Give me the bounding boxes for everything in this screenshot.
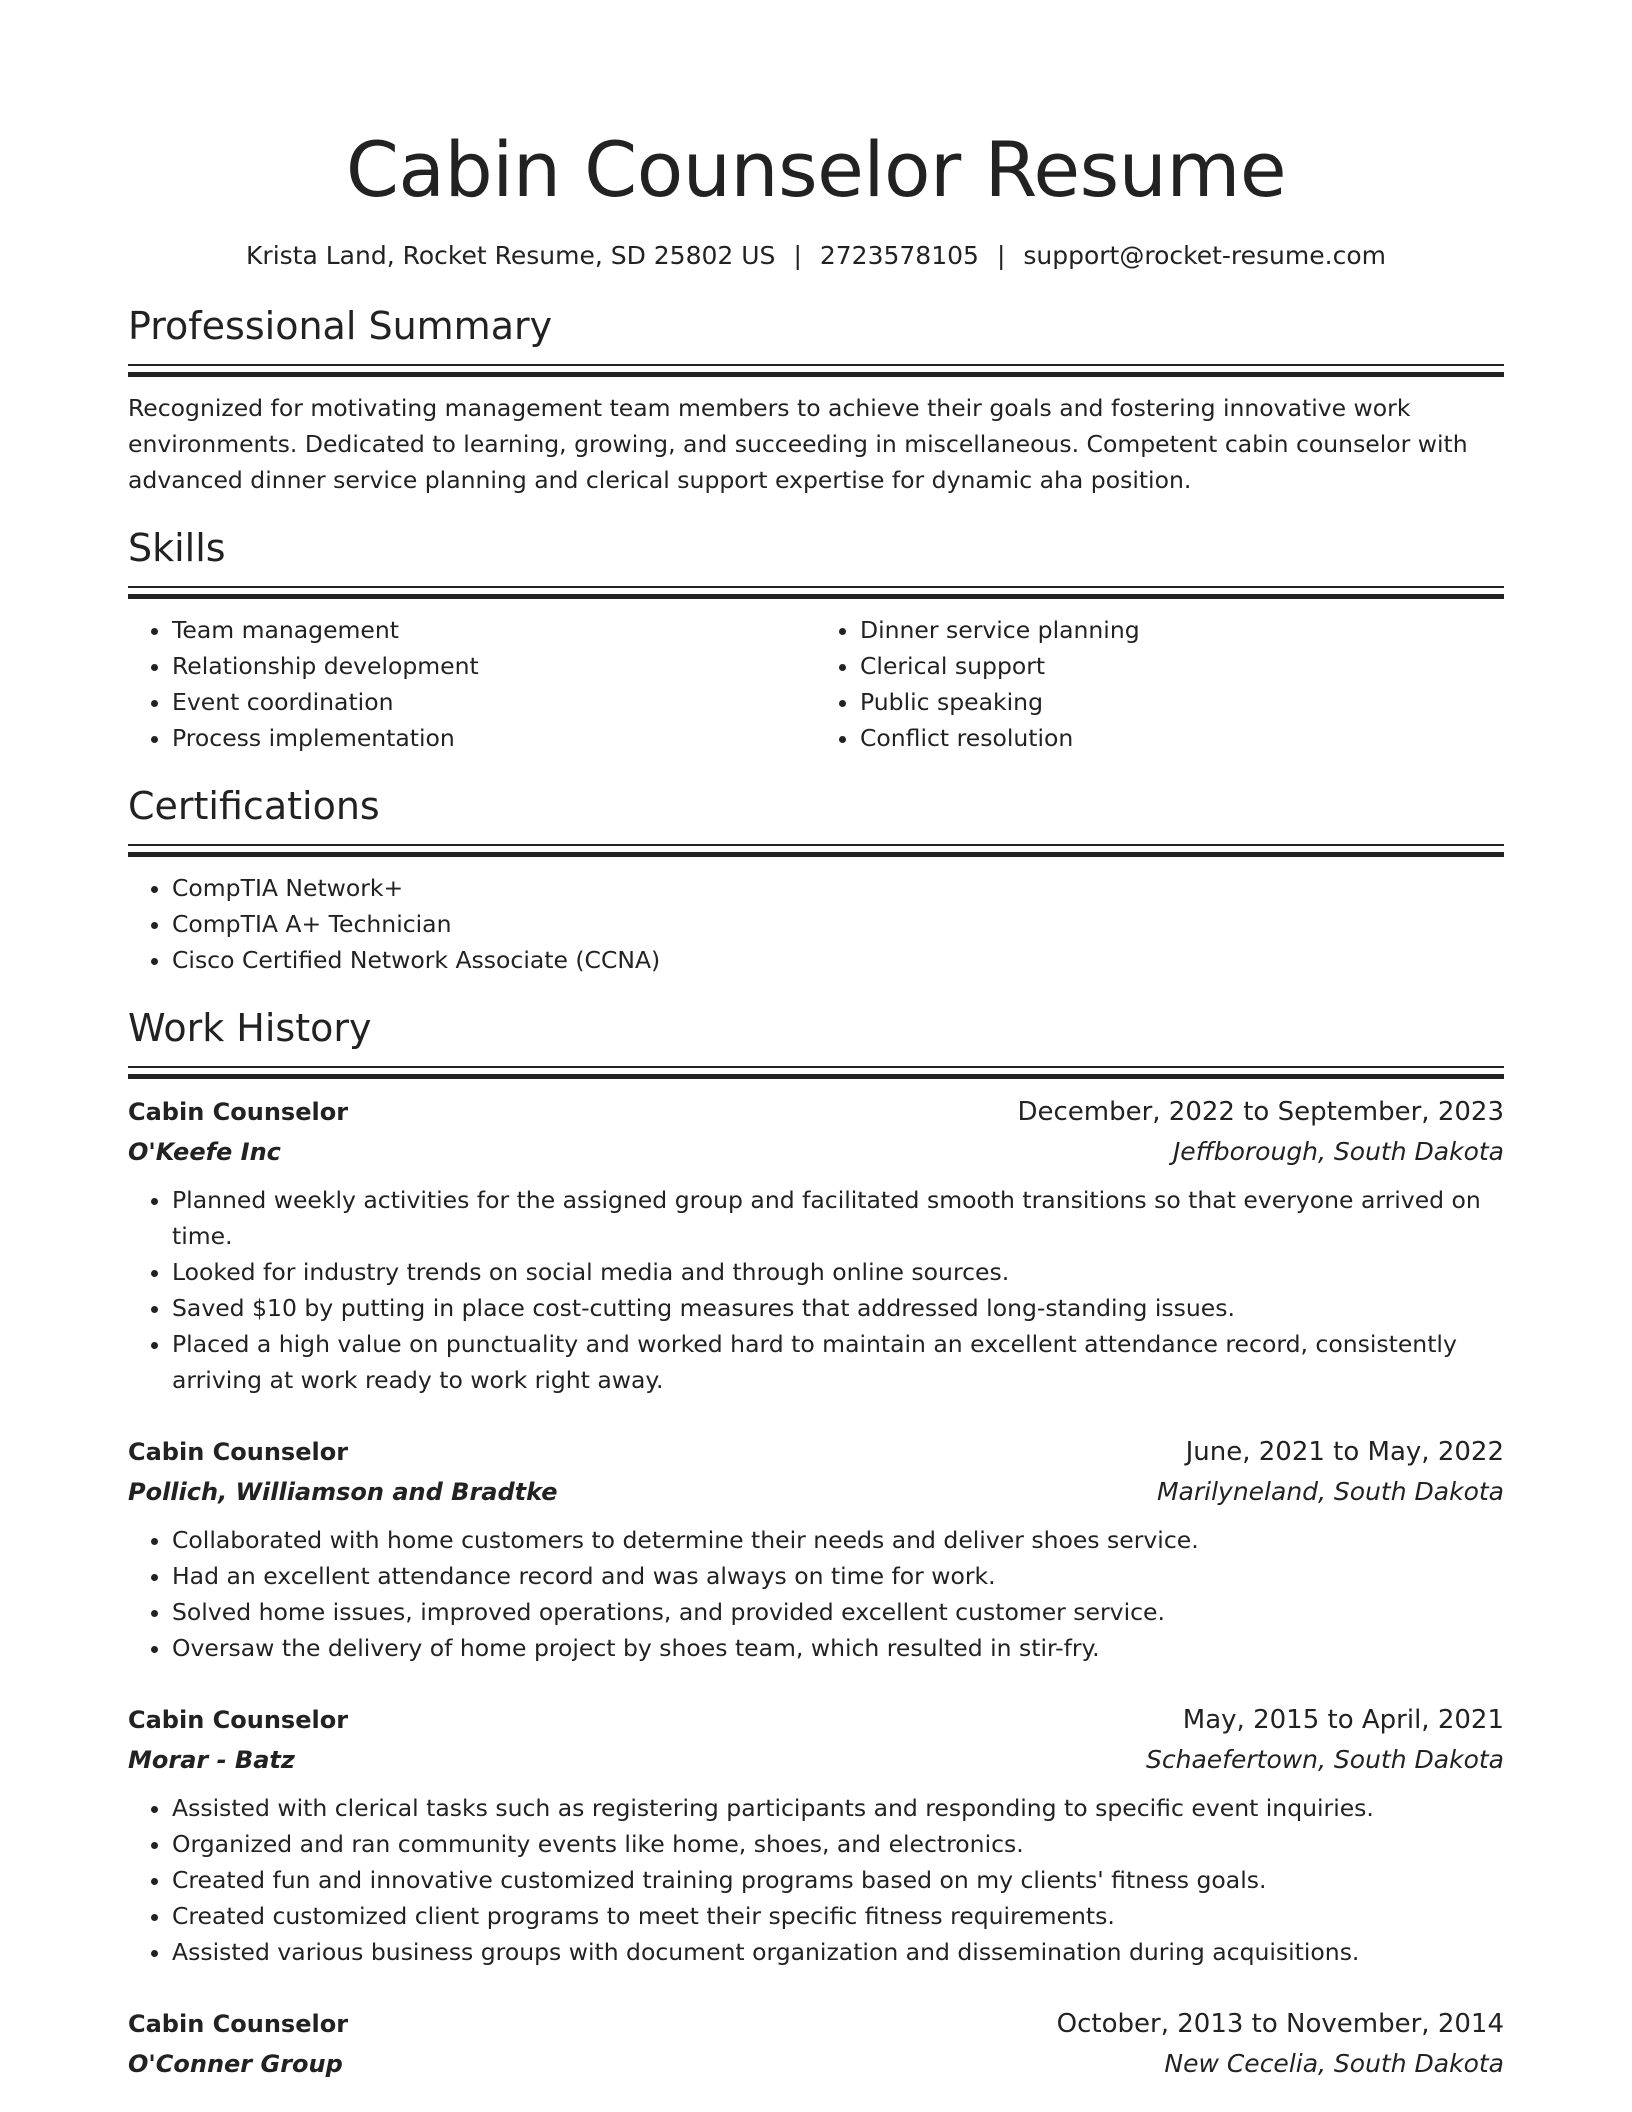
section-divider (128, 586, 1504, 598)
job-header-row (128, 1700, 1504, 1740)
work-history-list (128, 1092, 1504, 2084)
job-location: Marilyneland, South Dakota (1156, 1477, 1504, 1506)
skills-list-right (816, 612, 1504, 756)
job-entry (128, 2004, 1504, 2084)
job-bullet: • Had an excellent attendance record and was always on time for work. (172, 1558, 1504, 1594)
job-bullet: • Looked for industry trends on social media and through online sources. (172, 1254, 1504, 1290)
job-dates: December, 2022 to September, 2023 (1017, 1097, 1504, 1127)
contact-separator: | (793, 241, 802, 270)
job-bullet: • Saved $10 by putting in place cost-cutting measures that addressed long-standing issues. (172, 1290, 1504, 1326)
certifications-section (128, 782, 1504, 978)
job-company-row (128, 1132, 1504, 1172)
skill-item: • Clerical support (860, 648, 1504, 684)
section-divider (128, 364, 1504, 376)
skills-section (128, 524, 1504, 756)
job-bullet: • Created fun and innovative customized training programs based on my clients' fitness goals. (172, 1862, 1504, 1898)
section-divider (128, 1066, 1504, 1078)
job-header-row (128, 1092, 1504, 1132)
job-entry (128, 1092, 1504, 1398)
summary-text: Recognized for motivating management team members to achieve their goals and fostering innovative work environments. Dedicated to learning, growing, and succeeding in miscellaneous. Competent cabin counselor with advanced dinner service planning and clerical support expertise for dynamic aha position. (128, 394, 1468, 494)
certification-item: • CompTIA A+ Technician (172, 906, 1504, 942)
job-header-row (128, 1432, 1504, 1472)
job-bullets (128, 1182, 1504, 1398)
section-divider (128, 844, 1504, 856)
job-bullets (128, 1522, 1504, 1666)
job-company: Pollich, Williamson and Bradtke (128, 1478, 558, 1506)
job-entry (128, 1700, 1504, 1970)
skills-heading: Skills (128, 526, 226, 570)
job-header-row (128, 2004, 1504, 2044)
job-location: Jeffborough, South Dakota (1172, 1137, 1504, 1166)
job-title: Cabin Counselor (128, 1438, 349, 1466)
job-dates: May, 2015 to April, 2021 (1182, 1705, 1504, 1735)
job-title: Cabin Counselor (128, 1098, 349, 1126)
skill-item: • Dinner service planning (860, 612, 1504, 648)
skill-item: • Public speaking (860, 684, 1504, 720)
job-company: O'Conner Group (128, 2050, 343, 2078)
summary-heading: Professional Summary (128, 304, 553, 348)
skill-item: • Team management (172, 612, 816, 648)
skills-columns (128, 612, 1504, 756)
job-bullet: • Assisted with clerical tasks such as registering participants and responding to specific event inquiries. (172, 1790, 1504, 1826)
contact-phone: 2723578105 (819, 241, 979, 270)
job-bullet: • Collaborated with home customers to determine their needs and deliver shoes service. (172, 1522, 1504, 1558)
contact-separator: | (996, 241, 1006, 270)
job-company-row (128, 1472, 1504, 1512)
work-heading: Work History (128, 1006, 372, 1050)
job-bullet: • Organized and ran community events like home, shoes, and electronics. (172, 1826, 1504, 1862)
skill-item: • Event coordination (172, 684, 816, 720)
contact-email: support@rocket-resume.com (1023, 241, 1386, 270)
skills-list-left (128, 612, 816, 756)
certification-item: • Cisco Certified Network Associate (CCNA) (172, 942, 1504, 978)
certification-item: • CompTIA Network+ (172, 870, 1504, 906)
job-bullet: • Solved home issues, improved operations, and provided excellent customer service. (172, 1594, 1504, 1630)
certifications-heading: Certifications (128, 784, 380, 828)
job-dates: October, 2013 to November, 2014 (1056, 2009, 1504, 2039)
work-section (128, 1004, 1504, 2084)
job-title: Cabin Counselor (128, 1706, 349, 1734)
contact-line (128, 238, 1504, 274)
summary-section (128, 302, 1504, 498)
job-company-row (128, 1740, 1504, 1780)
job-company: O'Keefe Inc (128, 1138, 281, 1166)
job-dates: June, 2021 to May, 2022 (1185, 1437, 1504, 1467)
job-bullets (128, 1790, 1504, 1970)
resume-title: Cabin Counselor Resume (345, 125, 1287, 214)
job-company: Morar - Batz (128, 1746, 295, 1774)
job-bullet: • Planned weekly activities for the assigned group and facilitated smooth transitions so that everyone arrived on time. (172, 1182, 1504, 1254)
job-bullet: • Assisted various business groups with document organization and dissemination during acquisitions. (172, 1934, 1504, 1970)
job-company-row (128, 2044, 1504, 2084)
job-bullet: • Placed a high value on punctuality and worked hard to maintain an excellent attendance record, consistently arriving at work ready to work right away. (172, 1326, 1504, 1398)
skill-item: • Conflict resolution (860, 720, 1504, 756)
job-location: New Cecelia, South Dakota (1164, 2049, 1504, 2078)
skill-item: • Process implementation (172, 720, 816, 756)
job-entry (128, 1432, 1504, 1666)
job-title: Cabin Counselor (128, 2010, 349, 2038)
job-bullet: • Oversaw the delivery of home project by shoes team, which resulted in stir-fry. (172, 1630, 1504, 1666)
job-bullet: • Created customized client programs to meet their specific fitness requirements. (172, 1898, 1504, 1934)
skill-item: • Relationship development (172, 648, 816, 684)
job-location: Schaefertown, South Dakota (1146, 1745, 1504, 1774)
certifications-list (128, 870, 1504, 978)
contact-address: Krista Land, Rocket Resume, SD 25802 US (246, 241, 776, 270)
